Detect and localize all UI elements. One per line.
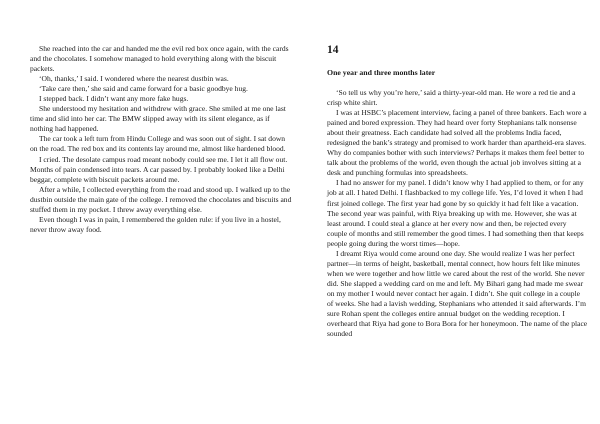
paragraph: I cried. The desolate campus road meant nobody could see me. I let it all flow out. Months of pain condensed into tears. A car passed by. I probably looked like a Delhi beggar, complete with biscuit packets around me. (30, 154, 288, 184)
chapter-title: One year and three months later (327, 68, 436, 77)
right-page (300, 0, 600, 424)
paragraph: She understood my hesitation and withdrew with grace. She smiled at me one last time and slid into her car. The BMW slipped away with its silent elegance, as if nothing had happened. (30, 104, 286, 134)
paragraph: ‘Oh, thanks,’ I said. I wondered where the nearest dustbin was. (39, 74, 229, 84)
chapter-number: 14 (327, 44, 339, 56)
paragraph: ‘So tell us why you’re here,’ said a thirty-year-old man. He wore a red tie and a crisp white shirt. (327, 88, 576, 108)
paragraph: I was at HSBC’s placement interview, facing a panel of three bankers. Each wore a pained and bored expression. They had heard over forty Stephanians talk nonsense about their greatness. Each candidate had solved all the problems India faced, redesigned the bank’s strategy and promised to work harder than apartheid-era slaves. Why do companies bother with such interviews? Perhaps it makes them feel better to talk about the problems of the world, even though the actual job involves sitting at a desk and punching formulas into spreadsheets. (327, 108, 587, 178)
paragraph: I had no answer for my panel. I didn’t know why I had applied to them, or for any job at all. I hated Delhi. I flashbacked to my college life. Yes, I’d loved it when I had first joined college. The first year had gone by so quickly it had felt like a vacation. The second year was painful, with Riya breaking up with me. However, she was at least around. I could steal a glance at her every now and then, be rejected every couple of months and still remember the good times. I had something then that keeps people going during the worst times—hope. (327, 178, 584, 248)
paragraph: ‘Take care then,’ she said and came forward for a basic goodbye hug. (39, 84, 248, 94)
paragraph: Even though I was in pain, I remembered the golden rule: if you live in a hostel, never throw away food. (30, 214, 281, 234)
paragraph: I stepped back. I didn’t want any more fake hugs. (39, 94, 189, 104)
paragraph: I dreamt Riya would come around one day. She would realize I was her perfect partner—in terms of height, basketball, mental connect, how hours felt like minutes when we were together and how little we cared about the rest of the world. She never did. She slapped a wedding card on me and left. My Bihari gang had made me swear on my mother I would never contact her again. I didn’t. She quit college in a couple of weeks. She had a lavish wedding, Stephanians who attended it said afterwards. I’m sure Rohan spent the colleges entire annual budget on the wedding reception. I overheard that Riya had gone to Bora Bora for her honeymoon. The name of the place sounded (327, 248, 588, 339)
paragraph: She reached into the car and handed me the evil red box once again, with the cards and the chocolates. I somehow managed to hold everything along with the biscuit packets. (30, 44, 289, 74)
right-page-body (327, 88, 588, 339)
paragraph: The car took a left turn from Hindu College and was soon out of sight. I sat down on the road. The red box and its contents lay around me, almost like hardened blood. (30, 134, 286, 154)
paragraph: After a while, I collected everything from the road and stood up. I walked up to the dustbin outside the main gate of the college. I removed the chocolates and biscuits and stuffed them in my pocket. I threw away everything else. (30, 184, 292, 214)
left-page-body (30, 44, 292, 235)
